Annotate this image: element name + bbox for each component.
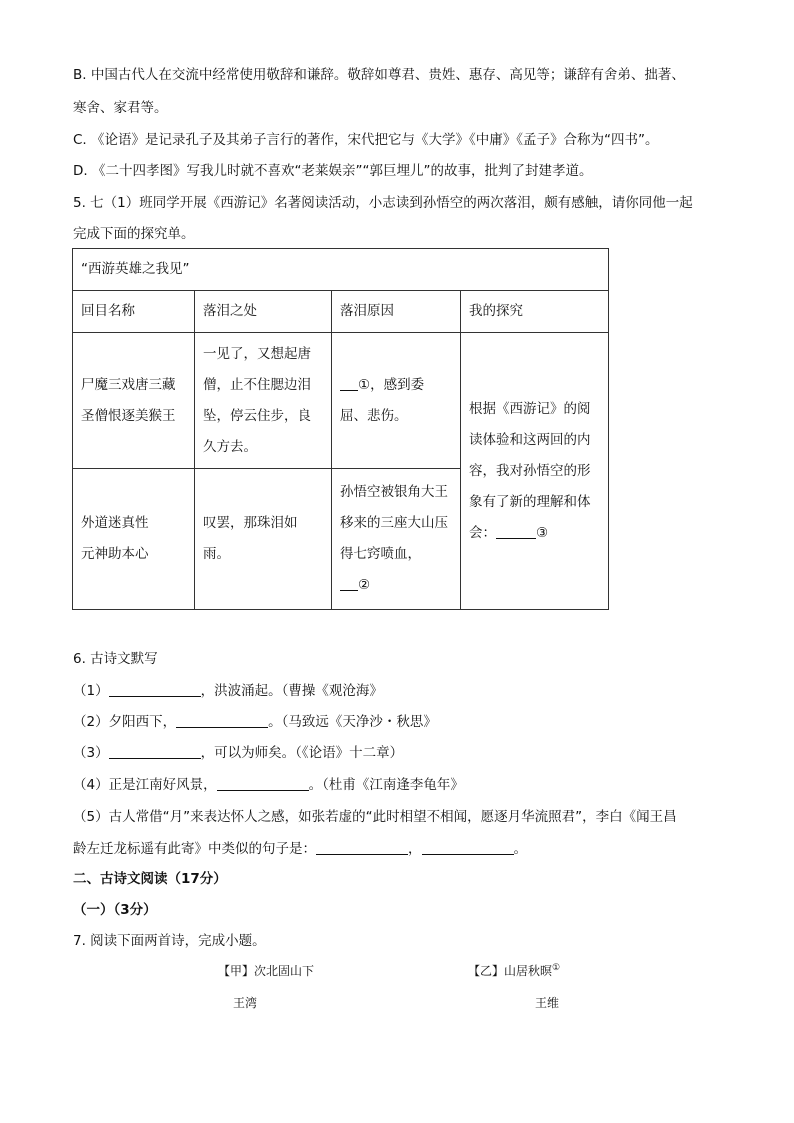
row1-reason-line: 屈、悲伤。 — [340, 407, 408, 424]
row1-place-line: 久方去。 — [203, 438, 257, 455]
item-suffix: 。（马致远《天净沙・秋思》 — [268, 714, 437, 730]
row2-reason-cell — [332, 469, 461, 610]
q6-item-2 — [73, 713, 437, 731]
header-my-exploration: 我的探究 — [461, 291, 609, 333]
blank-number: ① — [358, 376, 371, 393]
fill-blank[interactable] — [176, 713, 268, 728]
row1-place-cell — [195, 333, 332, 469]
poem-b-title-text: 【乙】山居秋暝 — [468, 964, 553, 978]
row1-reason-cell — [332, 333, 461, 469]
poem-a-author: 王湾 — [233, 996, 258, 1010]
exploration-line: 读体验和这两回的内 — [469, 431, 591, 448]
answer-blank-2[interactable] — [340, 576, 358, 591]
row2-reason-line: 得七窍喷血， — [340, 546, 421, 562]
exploration-line — [469, 518, 600, 549]
item-prefix: （1） — [73, 683, 109, 699]
option-b-line2: 寒舍、家君等。 — [73, 100, 168, 116]
header-tear-place: 落泪之处 — [195, 291, 332, 333]
q6-item-3 — [73, 744, 403, 762]
q6-item-4 — [73, 776, 464, 794]
row2-reason-line: 移来的三座大山压 — [340, 515, 448, 531]
exploration-line: 象有了新的理解和体 — [469, 493, 591, 510]
row1-chapter-line: 圣僧恨逐美猴王 — [81, 407, 176, 424]
row2-place-cell — [195, 469, 332, 610]
fill-blank[interactable] — [109, 682, 201, 697]
row2-place-line: 叹罢，那珠泪如 — [203, 515, 298, 531]
q7-prompt: 7. 阅读下面两首诗，完成小题。 — [73, 933, 266, 949]
row1-reason-line — [340, 370, 452, 401]
option-b-line1: B. 中国古代人在交流中经常使用敬辞和谦辞。敬辞如尊君、贵姓、惠存、高见等；谦辞有舍弟、拙著、 — [73, 67, 685, 83]
item-prefix: （3） — [73, 745, 109, 761]
item-suffix: 。 — [513, 841, 527, 857]
row1-chapter-cell — [73, 333, 195, 469]
exploration-line: 容，我对孙悟空的形 — [469, 462, 591, 479]
exploration-text: 会： — [469, 524, 496, 541]
row2-chapter-line: 元神助本心 — [81, 546, 149, 562]
exploration-table — [72, 248, 609, 610]
answer-blank-1[interactable] — [340, 376, 358, 391]
row1-place-line: 坠，停云住步，良 — [203, 407, 311, 424]
option-c: C. 《论语》是记录孔子及其弟子言行的著作，宋代把它与《大学》《中庸》《孟子》合称为“四书”。 — [73, 132, 659, 148]
option-d: D. 《二十四孝图》写我儿时就不喜欢“老莱娱亲”“郭巨埋儿”的故事，批判了封建孝道。 — [73, 163, 593, 179]
row2-chapter-line: 外道迷真性 — [81, 515, 149, 531]
poem-b-title — [468, 962, 560, 979]
poem-b-author: 王维 — [535, 996, 560, 1010]
q6-item-1 — [73, 682, 383, 700]
item-prefix: （4）正是江南好风景， — [73, 777, 217, 793]
fill-blank[interactable] — [316, 840, 408, 855]
exploration-cell — [461, 333, 609, 610]
row1-reason-text: ，感到委 — [370, 376, 425, 393]
row1-place-line: 僧，止不住腮边泪 — [203, 376, 311, 393]
row1-chapter-line: 尸魔三戏唐三藏 — [81, 376, 176, 393]
q5-prompt-line2: 完成下面的探究单。 — [73, 226, 195, 242]
row1-place-line: 一见了，又想起唐 — [203, 345, 311, 362]
item-prefix: 龄左迁龙标遥有此寄》中类似的句子是： — [73, 841, 316, 857]
table-title: “西游英雄之我见” — [73, 249, 609, 291]
blank-number: ② — [358, 577, 371, 593]
q6-item-5-line2 — [73, 840, 527, 858]
fill-blank[interactable] — [422, 840, 514, 855]
q6-title: 6. 古诗文默写 — [73, 651, 158, 667]
row2-reason-line: 孙悟空被银角大王 — [340, 484, 448, 500]
header-tear-reason: 落泪原因 — [332, 291, 461, 333]
subsection-heading: （一）（3分） — [73, 902, 157, 918]
table-row — [73, 333, 609, 469]
fill-blank[interactable] — [217, 776, 309, 791]
item-suffix: ，可以为师矣。（《论语》十二章） — [200, 745, 404, 761]
row2-chapter-cell — [73, 469, 195, 610]
fill-blank[interactable] — [109, 744, 201, 759]
exploration-line: 根据《西游记》的阅 — [469, 400, 591, 417]
blank-number: ③ — [536, 524, 549, 541]
row2-reason-line — [340, 570, 452, 601]
item-suffix: 。（杜甫《江南逢李龟年》 — [308, 777, 464, 793]
item-suffix: ，洪波涌起。（曹操《观沧海》 — [200, 683, 383, 699]
footnote-marker: ① — [552, 963, 561, 973]
poem-a-title: 【甲】次北固山下 — [218, 964, 315, 978]
header-chapter: 回目名称 — [73, 291, 195, 333]
item-prefix: （2）夕阳西下， — [73, 714, 177, 730]
item-separator: ， — [408, 841, 422, 857]
row2-place-line: 雨。 — [203, 546, 230, 562]
section-heading: 二、古诗文阅读（17分） — [73, 871, 227, 887]
answer-blank-3[interactable] — [496, 524, 536, 539]
q6-item-5-line1: （5）古人常借“月”来表达怀人之感，如张若虚的“此时相望不相闻，愿逐月华流照君”，李白《闻王昌 — [73, 809, 677, 825]
q5-prompt-line1: 5. 七（1）班同学开展《西游记》名著阅读活动，小志读到孙悟空的两次落泪，颇有感触，请你同他一起 — [73, 195, 693, 211]
